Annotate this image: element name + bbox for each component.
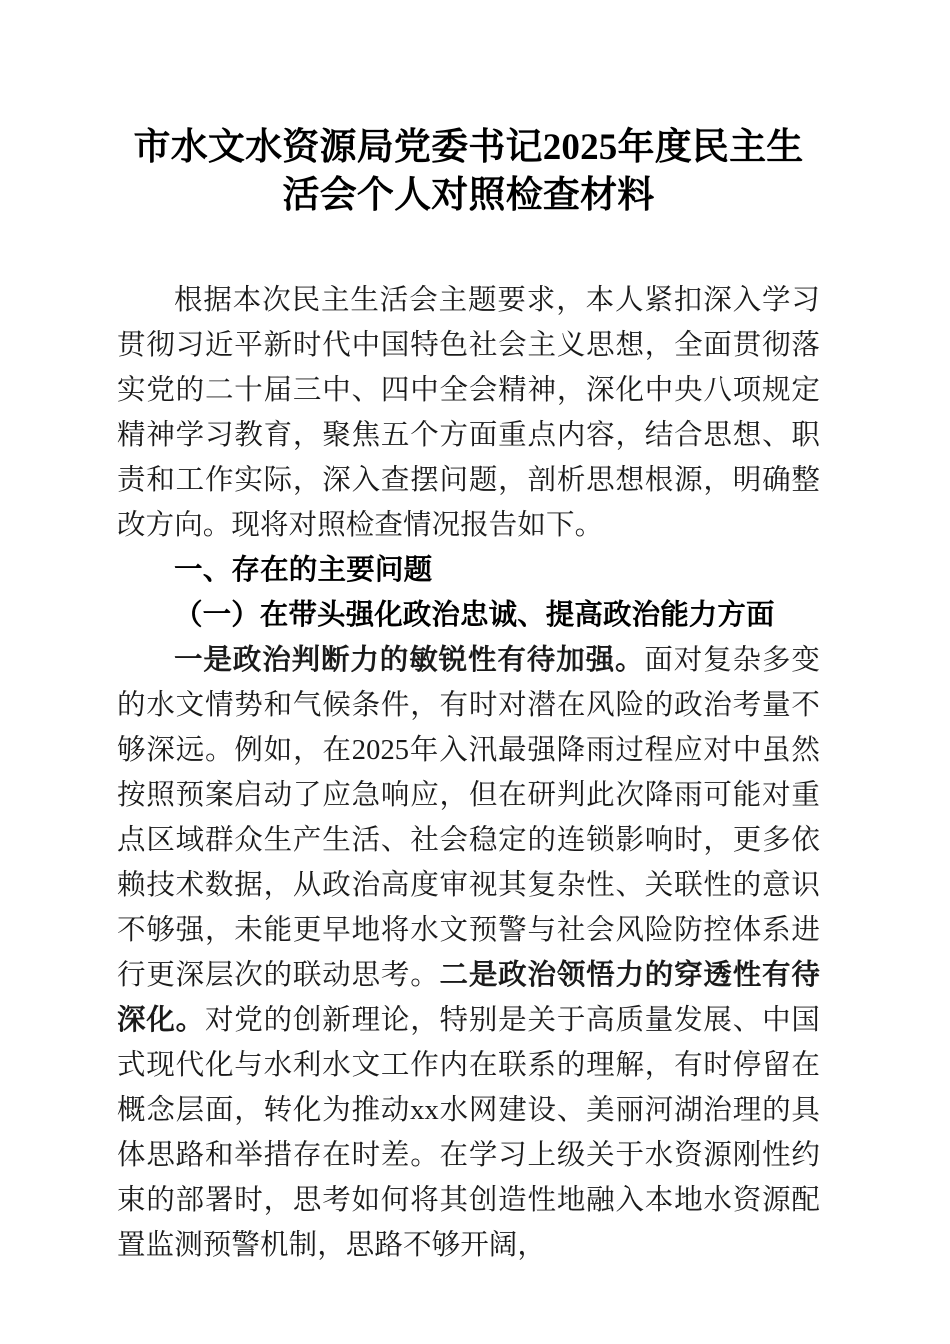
body-text-one: 面对复杂多变的水文情势和气候条件，有时对潜在风险的政治考量不够深远。例如，在2025年入汛最强降雨过程应对中虽然按照预案启动了应急响应，但在研判此次降雨可能对重点区域群众生产生活、社会稳定的连锁影响时，更多依赖技术数据，从政治高度审视其复杂性、关联性的意识不够强，未能更早地将水文预警与社会风险防控体系进行更深层次的联动思考。 bbox=[117, 645, 820, 991]
document-content bbox=[117, 0, 820, 1268]
section-heading-level-1: 一、存在的主要问题 bbox=[174, 554, 433, 586]
page-title: 市水文水资源局党委书记2025年度民主生活会个人对照检查材料 bbox=[133, 127, 804, 216]
body-text-two: 对党的创新理论，特别是关于高质量发展、中国式现代化与水利水文工作内在联系的理解，有时停留在概念层面，转化为推动xx水网建设、美丽河湖治理的具体思路和举措存在时差。在学习上级关于水资源刚性约束的部署时，思考如何将其创造性地融入本地水资源配置监测预警机制，思路不够开阔， bbox=[117, 1005, 820, 1261]
section-heading-level-2: （一）在带头强化政治忠诚、提高政治能力方面 bbox=[174, 600, 775, 631]
emphasis-point-two: 二是政治领悟力的穿透性有待深化。 bbox=[117, 960, 820, 1036]
emphasis-point-one: 一是政治判断力的敏锐性有待加强。 bbox=[174, 645, 645, 676]
section-body-paragraph bbox=[117, 638, 820, 1268]
intro-paragraph: 根据本次民主生活会主题要求，本人紧扣深入学习贯彻习近平新时代中国特色社会主义思想，全面贯彻落实党的二十届三中、四中全会精神，深化中央八项规定精神学习教育，聚焦五个方面重点内容，结合思想、职责和工作实际，深入查摆问题，剖析思想根源，明确整改方向。现将对照检查情况报告如下。 bbox=[117, 285, 820, 541]
